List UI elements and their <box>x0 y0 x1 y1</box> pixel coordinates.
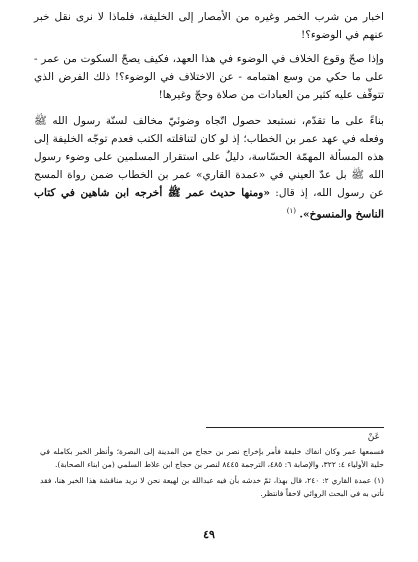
quoted-hadith: «ومنها حديث عمر ﷺ أخرجه ابن شاهين في كتاب الناسخ والمنسوخ». <box>34 187 384 221</box>
paragraph-2: وإذا صحّ وقوع الخلاف في الوضوء في هذا العهد، فكيف يصحّ السكوت من عمر - على ما حكي من وسع اهتمامه - عن الاختلاف في الوضوء؟! ذلك الفرض الذي تتوقّف عليه كثير من العبادات من صلاة وحجّ وغيرها! <box>34 53 384 101</box>
main-text <box>34 8 384 232</box>
footnotes <box>40 445 384 503</box>
page-number: ٤٩ <box>203 528 215 541</box>
footnote-mark: عَنْ <box>367 432 380 442</box>
paragraph-1: اخبار من شرب الخمر وغيره من الأمصار إلى الخليفة، فلماذا لا نرى نقل خبر عنهم في الوضوء؟! <box>34 11 384 41</box>
footnote-separator <box>206 427 384 428</box>
footnote-1: فسمعها عمر وكان انفاك خليفة فأمر بإخراج نصر بن حجاج من المدينة إلى البصرة؛ وأنظر الخبر بكامله في حلية الأولياء ٤: ٣٢٢، والإصابة ٦: ٤٨٥، الترجمة ٨٤٤٥ لنصر بن حجاج ابن علاط السلمي (من ابناء الصحابة). <box>40 447 384 469</box>
paragraph-3-text: بناءً على ما تقدّم، نستبعد حصول اتّجاه وضوئيّ مخالف لسنّة رسول الله ﷺ وفعله في عهد عمر بن الخطاب؛ إذ لو كان لتناقلته الكتب فعدم توجّه الخليفة إلى هذه المسألة المهمّة الحسّاسة، دليلٌ على استقرار المسلمين على وضوء رسول الله ﷺ بل عدّ العيني في «عمدة القاري» عمر بن الخطاب ضمن رواة المسح عن رسول الله، إذ قال: <box>34 115 384 199</box>
footnote-ref: (١) <box>286 207 296 215</box>
footnote-2: (١) عمدة القاري ٢: ٢٤٠، قال بهذا، ثمّ خدشه بأن فيه عبدالله بن لهيعة نحن لا نريد مناقشة هذا الخبر هنا، فقد نأتي به في البحث الروائي لاحقاً فانتظر. <box>40 476 384 498</box>
paragraph-3 <box>34 112 384 224</box>
